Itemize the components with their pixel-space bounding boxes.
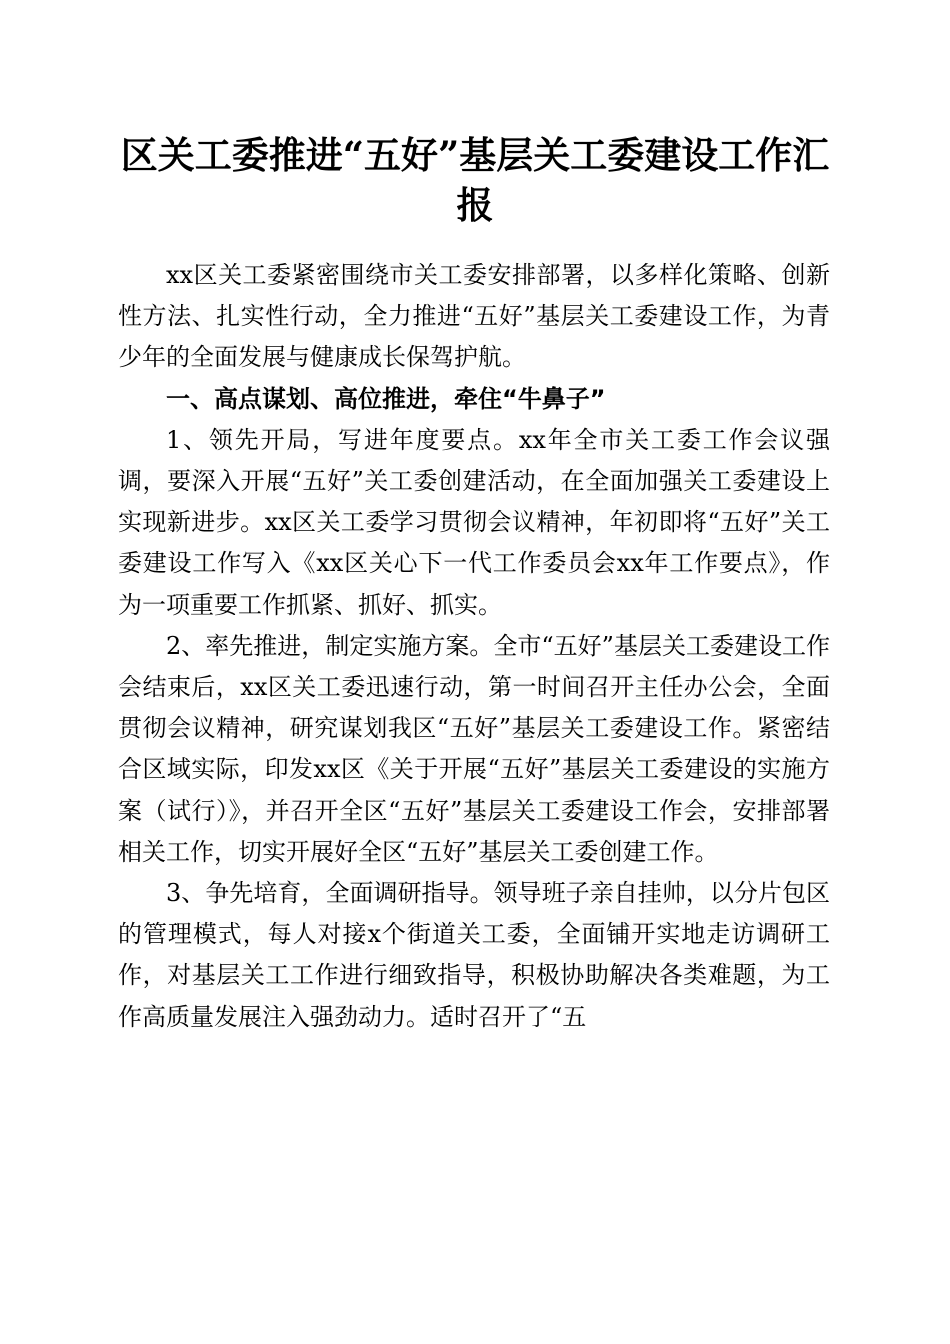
section-heading-1: 一、高点谋划、高位推进，牵住“牛鼻子” <box>166 384 606 413</box>
document-body <box>118 255 830 1038</box>
paragraph-3: 3、争先培育，全面调研指导。领导班子亲自挂帅，以分片包区的管理模式，每人对接x个街道关工委，全面铺开实地走访调研工作，对基层关工工作进行细致指导，积极协助解决各类难题，为工作高质量发展注入强劲动力。适时召开了“五 <box>118 879 830 1031</box>
paragraph-2: 2、率先推进，制定实施方案。全市“五好”基层关工委建设工作会结束后，xx区关工委迅速行动，第一时间召开主任办公会，全面贯彻会议精神，研究谋划我区“五好”基层关工委建设工作。紧密结合区域实际，印发xx区《关于开展“五好”基层关工委建设的实施方案（试行）》，并召开全区“五好”基层关工委建设工作会，安排部署相关工作，切实开展好全区“五好”基层关工委创建工作。 <box>118 631 830 866</box>
paragraph-1: 1、领先开局，写进年度要点。xx年全市关工委工作会议强调，要深入开展“五好”关工委创建活动，在全面加强关工委建设上实现新进步。xx区关工委学习贯彻会议精神，年初即将“五好”关工委建设工作写入《xx区关心下一代工作委员会xx年工作要点》，作为一项重要工作抓紧、抓好、抓实。 <box>118 425 830 619</box>
intro-paragraph: xx区关工委紧密围绕市关工委安排部署，以多样化策略、创新性方法、扎实性行动，全力推进“五好”基层关工委建设工作，为青少年的全面发展与健康成长保驾护航。 <box>118 261 830 372</box>
document-title: 区关工委推进“五好”基层关工委建设工作汇报 <box>120 133 830 227</box>
